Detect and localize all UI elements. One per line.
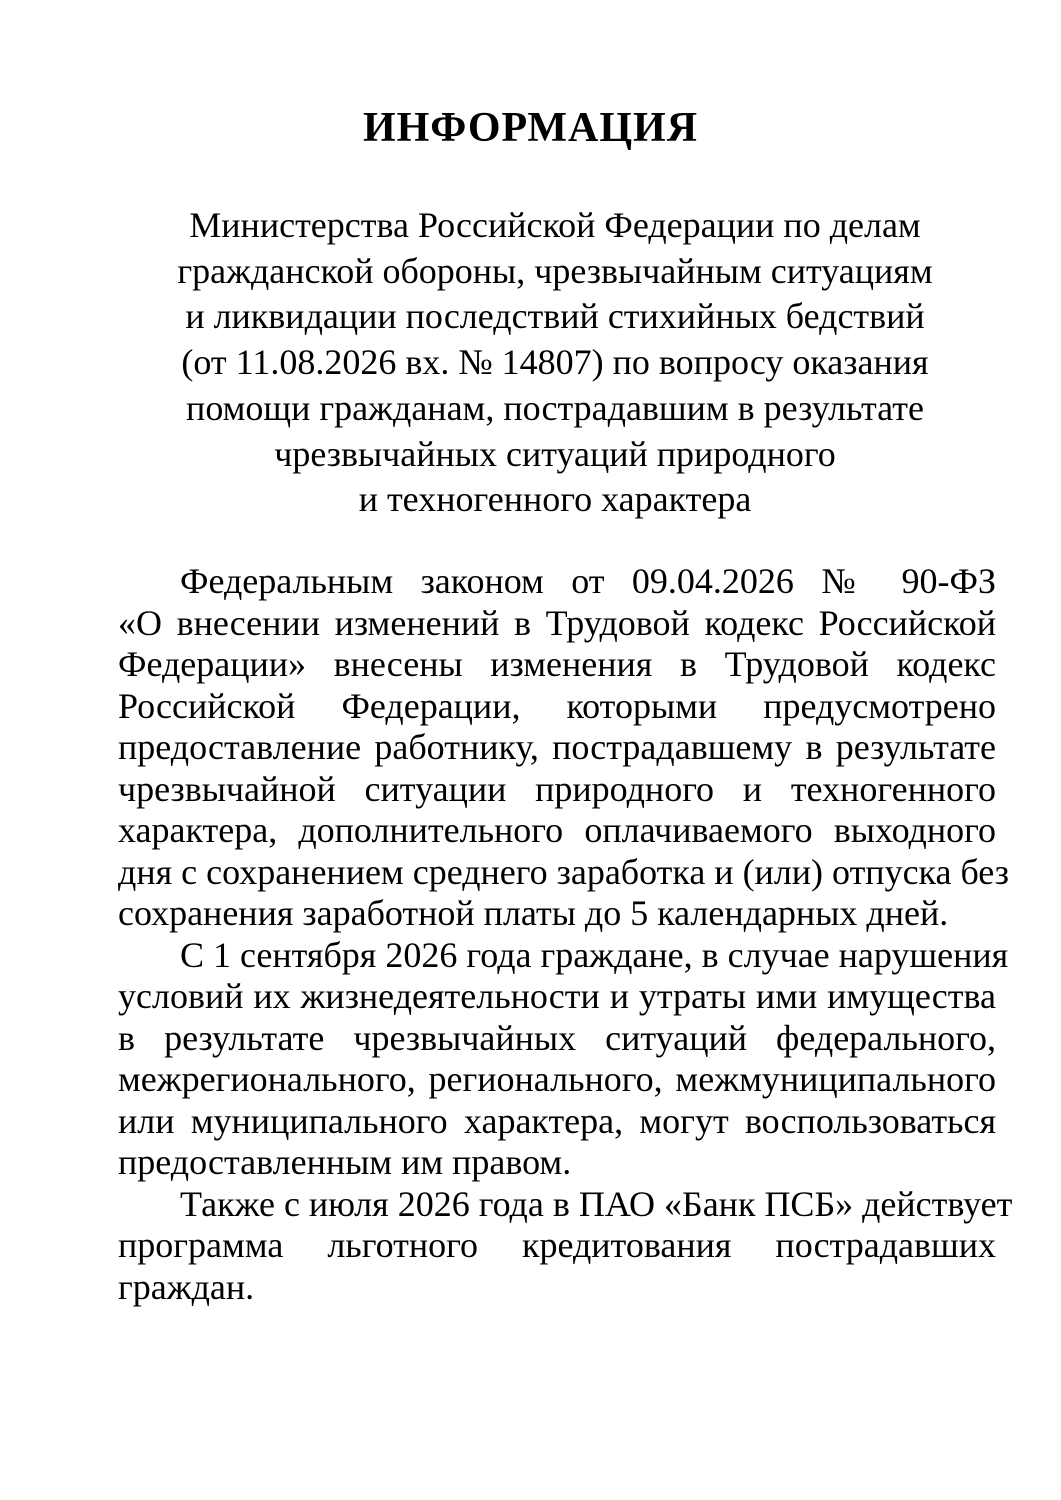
paragraph-line: дня с сохранением среднего заработка и (или) отпуска без	[118, 851, 1009, 892]
subtitle-line: помощи гражданам, пострадавшим в результате	[186, 387, 924, 428]
paragraph-line: предоставленным им правом.	[118, 1142, 572, 1182]
document-body	[118, 561, 1013, 1308]
paragraph-line: «О внесении изменений в Трудовой кодекс Российской	[118, 602, 996, 643]
subtitle-line: (от 11.08.2026 вх. № 14807) по вопросу оказания	[181, 342, 929, 383]
paragraph-line: Федерации» внесены изменения в Трудовой кодекс	[118, 644, 996, 684]
paragraph-credit-program	[118, 1183, 1013, 1309]
paragraph-line: межрегионального, регионального, межмуниципального	[118, 1059, 996, 1099]
subtitle-line: и техногенного характера	[358, 479, 752, 520]
paragraph-line: чрезвычайной ситуации природного и техногенного	[118, 768, 996, 809]
paragraph-line: Также с июля 2026 года в ПАО «Банк ПСБ» действует	[180, 1183, 1013, 1224]
paragraph-citizens-rights	[118, 934, 1009, 1184]
document-subtitle	[95, 203, 1015, 523]
paragraph-line: условий их жизнедеятельности и утраты ими имущества	[118, 976, 996, 1016]
paragraph-line: программа льготного кредитования пострадавших	[118, 1225, 996, 1265]
paragraph-line: или муниципального характера, могут воспользоваться	[118, 1100, 996, 1141]
paragraph-line: Федеральным законом от 09.04.2026 № 90-ФЗ	[180, 561, 996, 601]
subtitle-line: и ликвидации последствий стихийных бедствий	[185, 296, 925, 337]
paragraph-labor-code	[118, 561, 1009, 935]
paragraph-line: С 1 сентября 2026 года граждане, в случае нарушения	[180, 934, 1009, 975]
subtitle-line: гражданской обороны, чрезвычайным ситуациям	[177, 250, 933, 291]
paragraph-line: Российской Федерации, которыми предусмотрено	[118, 685, 996, 726]
paragraph-line: граждан.	[118, 1266, 255, 1307]
subtitle-line: Министерства Российской Федерации по делам	[189, 205, 921, 245]
paragraph-line: предоставление работнику, пострадавшему в результате	[118, 727, 996, 767]
document-title: ИНФОРМАЦИЯ	[362, 105, 699, 151]
paragraph-line: сохранения заработной платы до 5 календарных дней.	[118, 893, 949, 933]
subtitle-line: чрезвычайных ситуаций природного	[274, 433, 836, 474]
paragraph-line: характера, дополнительного оплачиваемого выходного	[118, 810, 996, 850]
paragraph-line: в результате чрезвычайных ситуаций федерального,	[118, 1017, 996, 1058]
